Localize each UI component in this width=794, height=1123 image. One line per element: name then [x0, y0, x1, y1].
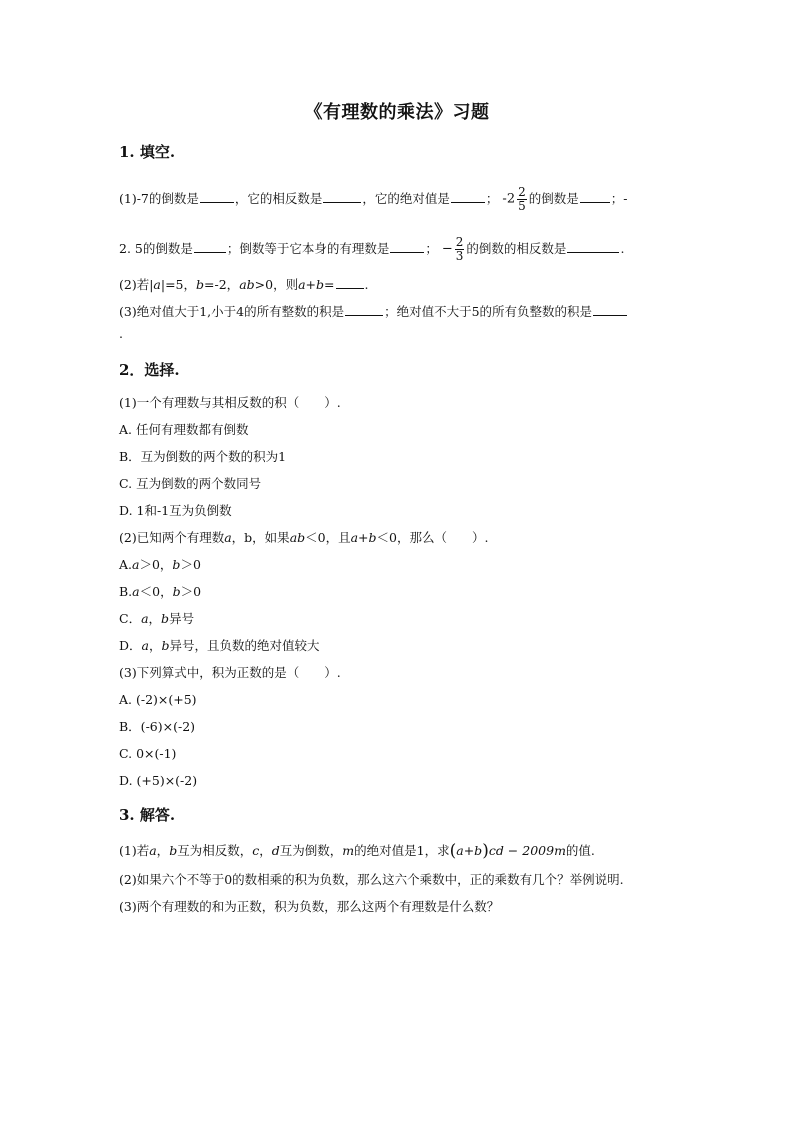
choice-q2-option-a[interactable] — [119, 557, 201, 573]
answer-blank[interactable] — [451, 190, 485, 203]
section-heading-fill: 1. 填空. — [119, 143, 176, 161]
text: ＜0，且 — [305, 530, 351, 545]
text: C． — [119, 611, 142, 626]
text: ，它的绝对值是 — [362, 191, 450, 206]
section-heading-choice: 2．选择. — [119, 361, 180, 379]
text: ， — [259, 843, 272, 858]
fill-q3-end: . — [119, 326, 123, 341]
answer-blank[interactable] — [200, 190, 234, 203]
text: =-2， — [204, 277, 240, 292]
denominator: 5 — [518, 199, 526, 213]
variable: b — [169, 843, 178, 858]
choice-q2-option-b[interactable] — [119, 584, 201, 600]
choice-q2-option-c[interactable] — [119, 611, 194, 627]
numerator: 2 — [518, 185, 526, 199]
text: (2)已知两个有理数 — [119, 530, 225, 545]
choice-q3-stem: (3)下列算式中，积为正数的是（ ）. — [119, 665, 341, 680]
fill-q1-line2 — [119, 236, 624, 263]
text: 2. 5的倒数是 — [119, 241, 193, 256]
variable: m — [342, 843, 355, 858]
text: 的倒数的相反数是 — [466, 241, 567, 256]
answer-blank[interactable] — [580, 190, 610, 203]
variable: b — [196, 277, 205, 292]
text: D． — [119, 638, 142, 653]
variable: ab — [239, 277, 255, 292]
text: 异号 — [169, 611, 195, 626]
text: ＜0，那么（ ）. — [376, 530, 489, 545]
text: |=5， — [160, 277, 197, 292]
choice-q3-option-c[interactable]: C. 0×(-1) — [119, 746, 177, 761]
choice-q1-option-a[interactable]: A. 任何有理数都有倒数 — [119, 422, 249, 437]
text: 异号，且负数的绝对值较大 — [169, 638, 320, 653]
text: ；绝对值不大于5的所有负整数的积是 — [384, 304, 593, 319]
choice-q1-option-c[interactable]: C. 互为倒数的两个数同号 — [119, 476, 262, 491]
text: 的倒数是 — [528, 191, 579, 206]
fraction — [455, 236, 465, 263]
variable: c — [252, 843, 260, 858]
choice-q2-option-d[interactable] — [119, 638, 320, 654]
text: = — [324, 277, 335, 292]
choice-q3-option-b[interactable]: B．(-6)×(-2) — [119, 719, 196, 734]
text: B. — [119, 584, 133, 599]
text: ＜0， — [139, 584, 173, 599]
choice-q3-option-a[interactable]: A. (-2)×(+5) — [119, 692, 197, 707]
variable: b — [172, 584, 181, 599]
page-title: 《有理数的乘法》习题 — [304, 102, 490, 123]
variable: a+b — [350, 530, 377, 545]
variable: b — [161, 611, 170, 626]
text: (3)绝对值大于1,小于4的所有整数的积是 — [119, 304, 345, 319]
choice-q3-option-d[interactable]: D. (+5)×(-2) — [119, 773, 198, 788]
expression: cd − 2009m — [488, 843, 566, 858]
answer-q1 — [119, 843, 595, 859]
text: ＞0， — [139, 557, 173, 572]
text: ， — [148, 611, 162, 626]
text: 的值. — [565, 843, 595, 858]
answer-q3: (3)两个有理数的和为正数，积为负数，那么这两个有理数是什么数？ — [119, 899, 500, 914]
text: ； — [485, 191, 499, 206]
choice-q1-option-b[interactable]: B．互为倒数的两个数的积为1 — [119, 449, 287, 464]
fill-q2 — [119, 276, 369, 293]
answer-blank[interactable] — [345, 303, 383, 316]
fill-q3 — [119, 303, 628, 320]
answer-blank[interactable] — [390, 240, 424, 253]
fill-q1-line1 — [119, 186, 627, 213]
denominator: 3 — [455, 249, 464, 263]
variable: a — [149, 843, 157, 858]
mixed-number-fraction — [517, 186, 527, 213]
text: ，b，如果 — [231, 530, 290, 545]
text: (1)-7的倒数是 — [119, 191, 199, 206]
choice-q2-stem — [119, 530, 488, 546]
text: ， — [148, 638, 162, 653]
answer-blank[interactable] — [567, 240, 619, 253]
text: 互为倒数， — [279, 843, 343, 858]
text: ， — [156, 843, 170, 858]
section-heading-answer: 3. 解答. — [119, 806, 176, 824]
text: ；- — [610, 191, 628, 206]
variable: a — [224, 530, 232, 545]
text: ； — [425, 241, 438, 256]
text: ；倒数等于它本身的有理数是 — [226, 241, 390, 256]
answer-blank[interactable] — [323, 190, 361, 203]
answer-blank[interactable] — [336, 276, 364, 289]
text: A. — [119, 557, 133, 572]
variable: a — [141, 611, 149, 626]
minus-sign: − — [441, 241, 453, 257]
variable: ab — [289, 530, 306, 545]
text: (1)若 — [119, 843, 150, 858]
variable: a+b — [298, 277, 325, 292]
paren-open: ( — [449, 841, 457, 861]
answer-q2: (2)如果六个不等于0的数相乘的积为负数，那么这六个乘数中，正的乘数有几个？举例说明. — [119, 872, 624, 887]
text: . — [364, 277, 369, 292]
answer-blank[interactable] — [593, 303, 627, 316]
text: 的绝对值是1，求 — [354, 843, 450, 858]
expression: a+b — [456, 843, 483, 858]
text: ，它的相反数是 — [234, 191, 323, 206]
paren-close: ) — [482, 841, 489, 861]
variable: a — [132, 584, 140, 599]
text: ＞0 — [180, 557, 201, 572]
answer-blank[interactable] — [194, 240, 226, 253]
choice-q1-option-d[interactable]: D. 1和-1互为负倒数 — [119, 503, 232, 518]
text: >0，则 — [254, 277, 299, 292]
numerator: 2 — [455, 235, 464, 249]
choice-q1-stem: (1)一个有理数与其相反数的积（ ）. — [119, 395, 341, 410]
variable: b — [172, 557, 181, 572]
variable: a — [153, 277, 161, 292]
text: ＞0 — [180, 584, 202, 599]
variable: d — [271, 843, 280, 858]
mixed-number-whole: -2 — [502, 191, 516, 207]
text: 互为相反数， — [177, 843, 253, 858]
text: (2)若| — [119, 277, 154, 292]
variable: a — [132, 557, 140, 572]
text: . — [620, 241, 625, 256]
variable: a — [141, 638, 149, 653]
variable: b — [161, 638, 170, 653]
